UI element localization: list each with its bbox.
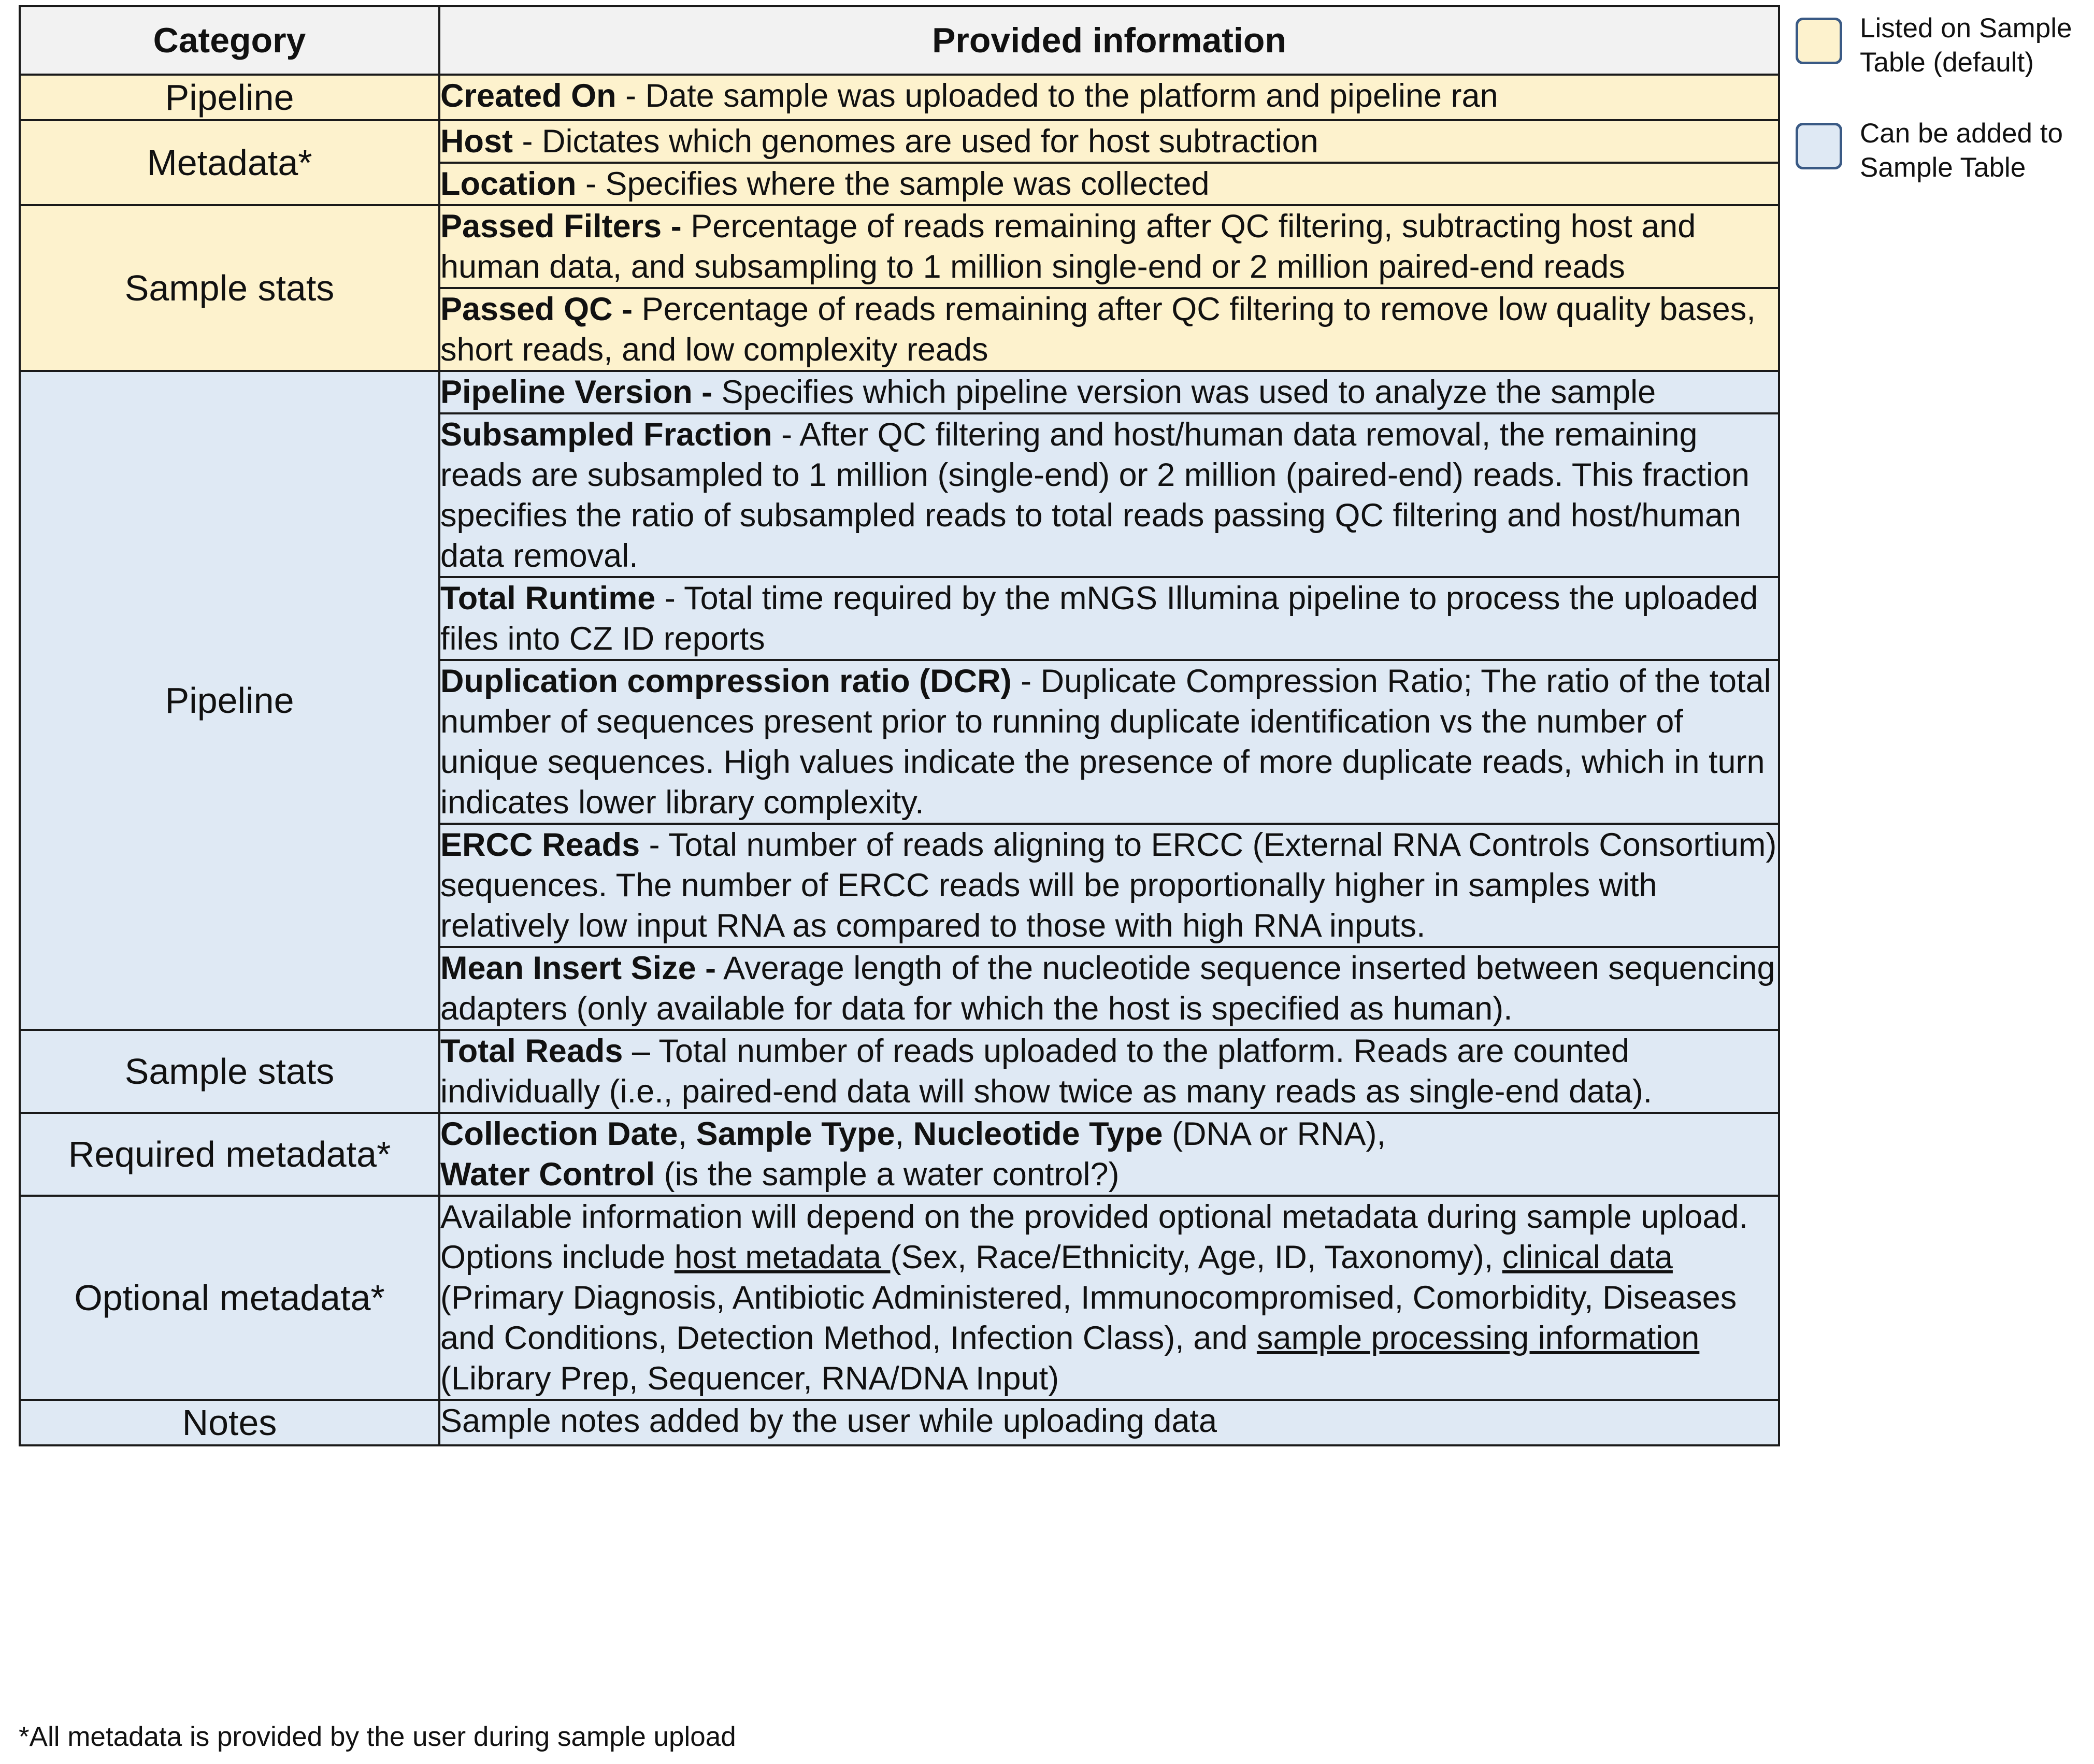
field-description: - Total number of reads aligning to ERCC (External RNA Controls Consortium) sequences. The number of ERCC reads will be proportionally higher in samples with relatively low input RNA as compared to those with high RNA inputs. — [440, 827, 1777, 944]
field-description: - Date sample was uploaded to the platform and pipeline ran — [616, 78, 1498, 114]
field-name: Subsampled Fraction — [440, 417, 772, 453]
info-cell — [439, 577, 1779, 660]
table-row — [20, 1030, 1779, 1113]
field-description: , — [895, 1116, 913, 1152]
field-name: Nucleotide Type — [913, 1116, 1163, 1152]
table-row — [20, 120, 1779, 163]
field-name: Duplication compression ratio (DCR) — [440, 663, 1012, 699]
field-description: Average length of the nucleotide sequence inserted between sequencing adapters (only available for data for which the host is specified as human). — [440, 950, 1775, 1027]
field-name: Total Reads — [440, 1033, 623, 1069]
header-row — [20, 6, 1779, 75]
legend-item-default — [1796, 11, 2094, 80]
info-cell — [439, 163, 1779, 205]
info-cell — [439, 1030, 1779, 1113]
info-cell — [439, 371, 1779, 413]
field-description: - Duplicate Compression Ratio; The ratio of the total number of sequences present prior to running duplicate identification vs the number of unique sequences. High values indicate the presence of more duplicate reads, which in turn indicates lower library complexity. — [440, 663, 1771, 821]
field-description: Percentage of reads remaining after QC filtering, subtracting host and human data, and subsampling to 1 million single-end or 2 million paired-end reads — [440, 208, 1696, 285]
field-name: Sample Type — [696, 1116, 895, 1152]
table-row — [20, 1196, 1779, 1400]
table-row — [20, 1113, 1779, 1196]
info-cell — [439, 947, 1779, 1030]
category-cell: Sample stats — [20, 205, 439, 371]
field-name: Mean Insert Size - — [440, 950, 716, 986]
table-row — [20, 1400, 1779, 1445]
legend-label-default: Listed on Sample Table (default) — [1860, 13, 2072, 78]
category-cell: Sample stats — [20, 1030, 439, 1113]
field-name: Passed Filters - — [440, 208, 682, 245]
footnote: *All metadata is provided by the user during sample upload — [19, 1722, 736, 1752]
info-cell — [439, 660, 1779, 824]
legend-label-optional: Can be added to Sample Table — [1860, 118, 2063, 183]
field-description: (Primary Diagnosis, Antibiotic Administered, Immunocompromised, Comorbidity, Diseases and Conditions, Detection Method, Infection Class), and — [440, 1280, 1737, 1356]
info-column-header: Provided information — [439, 6, 1779, 75]
info-cell — [439, 1113, 1779, 1196]
legend-swatch-optional — [1796, 123, 1842, 169]
field-description: Specifies which pipeline version was used to analyze the sample — [712, 374, 1656, 410]
table-row — [20, 205, 1779, 288]
field-name: Pipeline Version - — [440, 374, 713, 410]
field-description: (DNA or RNA), — [1163, 1116, 1386, 1152]
field-description: (Library Prep, Sequencer, RNA/DNA Input) — [440, 1360, 1059, 1397]
field-description: - Dictates which genomes are used for host subtraction — [513, 123, 1318, 160]
sample-table-reference — [19, 5, 1780, 1446]
field-description: , — [678, 1116, 696, 1152]
info-cell — [439, 413, 1779, 577]
field-description: Sample notes added by the user while uploading data — [440, 1403, 1217, 1439]
info-cell — [439, 205, 1779, 288]
field-description: - Total time required by the mNGS Illumina pipeline to process the uploaded files into CZ ID reports — [440, 580, 1758, 657]
metadata-group-label: sample processing information — [1256, 1320, 1700, 1356]
field-name: Location — [440, 166, 577, 202]
info-cell — [439, 1400, 1779, 1445]
category-cell: Optional metadata* — [20, 1196, 439, 1400]
info-cell — [439, 288, 1779, 371]
field-name: Host — [440, 123, 513, 160]
metadata-group-label: host metadata — [674, 1239, 891, 1275]
category-cell: Notes — [20, 1400, 439, 1445]
field-name: Collection Date — [440, 1116, 678, 1152]
info-cell — [439, 824, 1779, 947]
metadata-group-label: clinical data — [1502, 1239, 1673, 1275]
field-description: - Specifies where the sample was collected — [576, 166, 1210, 202]
field-description: – Total number of reads uploaded to the platform. Reads are counted individually (i.e., paired-end data will show twice as many reads as single-end data). — [440, 1033, 1653, 1110]
legend-item-optional — [1796, 117, 2094, 185]
field-description: - After QC filtering and host/human data removal, the remaining reads are subsampled to 1 million (single-end) or 2 million (paired-end) reads. This fraction specifies the ratio of subsampled reads to total reads passing QC filtering and host/human data removal. — [440, 417, 1750, 574]
info-cell — [439, 1196, 1779, 1400]
category-cell: Required metadata* — [20, 1113, 439, 1196]
field-name: Passed QC - — [440, 291, 633, 327]
field-name: ERCC Reads — [440, 827, 640, 863]
field-name: Created On — [440, 78, 616, 114]
table-row — [20, 75, 1779, 120]
legend-swatch-default — [1796, 18, 1842, 64]
category-column-header: Category — [20, 6, 439, 75]
field-name: Water Control — [440, 1156, 655, 1193]
field-description: (is the sample a water control?) — [655, 1156, 1120, 1193]
category-cell: Pipeline — [20, 371, 439, 1030]
info-cell — [439, 120, 1779, 163]
field-description: Available information will depend on the provided optional metadata during sample upload. Options include — [440, 1199, 1748, 1275]
table-body — [20, 75, 1779, 1445]
table-row — [20, 371, 1779, 413]
category-cell: Metadata* — [20, 120, 439, 205]
field-name: Total Runtime — [440, 580, 656, 616]
category-cell: Pipeline — [20, 75, 439, 120]
field-description: Percentage of reads remaining after QC filtering to remove low quality bases, short reads, and low complexity reads — [440, 291, 1756, 368]
field-description: (Sex, Race/Ethnicity, Age, ID, Taxonomy), — [890, 1239, 1502, 1275]
info-cell — [439, 75, 1779, 120]
